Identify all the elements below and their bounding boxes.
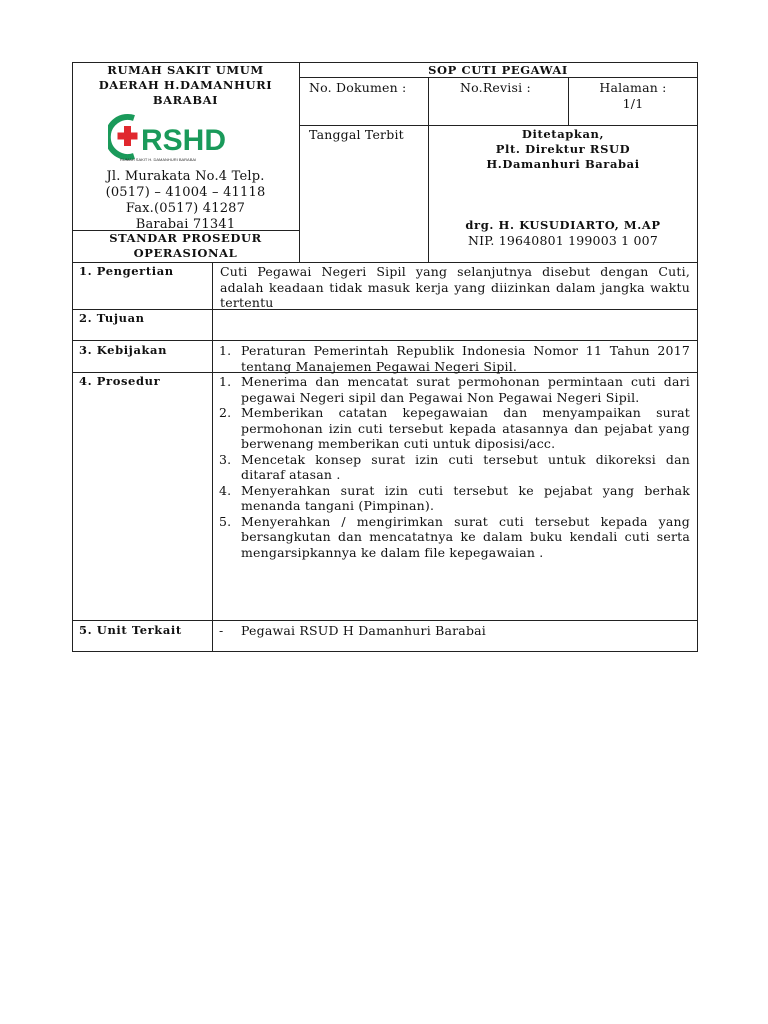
list-item-text: Memberikan catatan kepegawaian dan menyampaikan surat permohonan izin cuti tersebut kepada atasannya dan pejabat yang berwenang memberikan cuti untuk diposisi/acc. <box>241 405 690 451</box>
list-item <box>219 405 690 452</box>
prosedur-list <box>219 374 690 560</box>
address-line4: Barabai 71341 <box>135 217 236 232</box>
list-item <box>219 452 690 483</box>
list-item-number: 3. <box>219 451 232 467</box>
hospital-logo <box>108 112 253 164</box>
sop-label <box>72 231 299 261</box>
list-item-text: Menyerahkan / mengirimkan surat cuti tersebut kepada yang bersangkutan dan mencatatnya ke dalam buku kendali cuti serta mengarsipkannya ke dalam file kepegawaian . <box>241 513 690 560</box>
tujuan-label: 2. Tujuan <box>79 311 145 325</box>
hospital-name-line2: DAERAH H.DAMANHURI <box>98 78 273 92</box>
sop-label-line2: OPERASIONAL <box>133 246 238 260</box>
approval-block <box>429 127 697 172</box>
hospital-address <box>72 169 299 233</box>
list-item <box>219 374 690 405</box>
pengertian-label: 1. Pengertian <box>79 264 174 278</box>
page-label: Halaman : <box>599 80 667 95</box>
list-item-text: Menerima dan mencatat surat permohonan permintaan cuti dari pegawai Negeri sipil dan Pegawai Non Pegawai Negeri Sipil. <box>241 374 690 405</box>
logo-text: RSHD <box>141 124 227 157</box>
address-line2: (0517) – 41004 – 41118 <box>105 185 266 200</box>
address-line1: Jl. Murakata No.4 Telp. <box>106 169 265 184</box>
hospital-name <box>72 63 299 108</box>
unit-terkait-text: Pegawai RSUD H Damanhuri Barabai <box>241 623 486 638</box>
signer-name: drg. H. KUSUDIARTO, M.AP <box>465 218 661 232</box>
document-title: SOP CUTI PEGAWAI <box>428 63 568 77</box>
rshd-logo-icon <box>108 112 253 164</box>
page-value: 1/1 <box>622 95 644 111</box>
unit-terkait-label: 5. Unit Terkait <box>79 623 182 637</box>
approval-line1: Ditetapkan, <box>521 127 605 141</box>
page-info <box>569 80 697 111</box>
address-line3: Fax.(0517) 41287 <box>125 201 246 216</box>
list-item-number: 1. <box>219 343 232 358</box>
list-item-number: 5. <box>219 513 232 529</box>
revision-label: No.Revisi : <box>460 80 531 95</box>
logo-subtext: RUMAH SAKIT H. DAMANHURI BARABAI <box>120 157 197 162</box>
issue-date-label: Tanggal Terbit <box>309 127 404 142</box>
list-item-text: Menyerahkan surat izin cuti tersebut ke pejabat yang berhak menanda tangani (Pimpinan). <box>241 482 690 513</box>
list-item <box>219 343 690 374</box>
list-item <box>219 483 690 514</box>
list-item-number: 4. <box>219 482 232 498</box>
approval-line2: Plt. Direktur RSUD <box>495 142 631 156</box>
hospital-name-line1: RUMAH SAKIT UMUM <box>107 63 264 77</box>
list-item-text: Mencetak konsep surat izin cuti tersebut untuk dikoreksi dan ditaraf atasan . <box>241 451 690 482</box>
unit-terkait-dash: - <box>219 623 224 638</box>
list-item <box>219 514 690 561</box>
kebijakan-list <box>219 343 690 374</box>
list-item-number: 2. <box>219 405 232 420</box>
kebijakan-label: 3. Kebijakan <box>79 343 168 357</box>
signer-nip: NIP. 19640801 199003 1 007 <box>468 233 658 248</box>
list-item-text: Peraturan Pemerintah Republik Indonesia Nomor 11 Tahun 2017 tentang Manajemen Pegawai Negeri Sipil. <box>241 343 690 374</box>
prosedur-label: 4. Prosedur <box>79 374 161 388</box>
pengertian-text: Cuti Pegawai Negeri Sipil yang selanjutnya disebut dengan Cuti, adalah keadaan tidak masuk kerja yang diizinkan dalam jangka waktu tertentu <box>220 264 690 310</box>
approval-line3: H.Damanhuri Barabai <box>486 157 640 171</box>
hospital-name-line3: BARABAI <box>152 93 219 107</box>
sop-label-line1: STANDAR PROSEDUR <box>109 231 262 245</box>
doc-no-label: No. Dokumen : <box>309 80 407 95</box>
list-item-number: 1. <box>219 374 232 389</box>
